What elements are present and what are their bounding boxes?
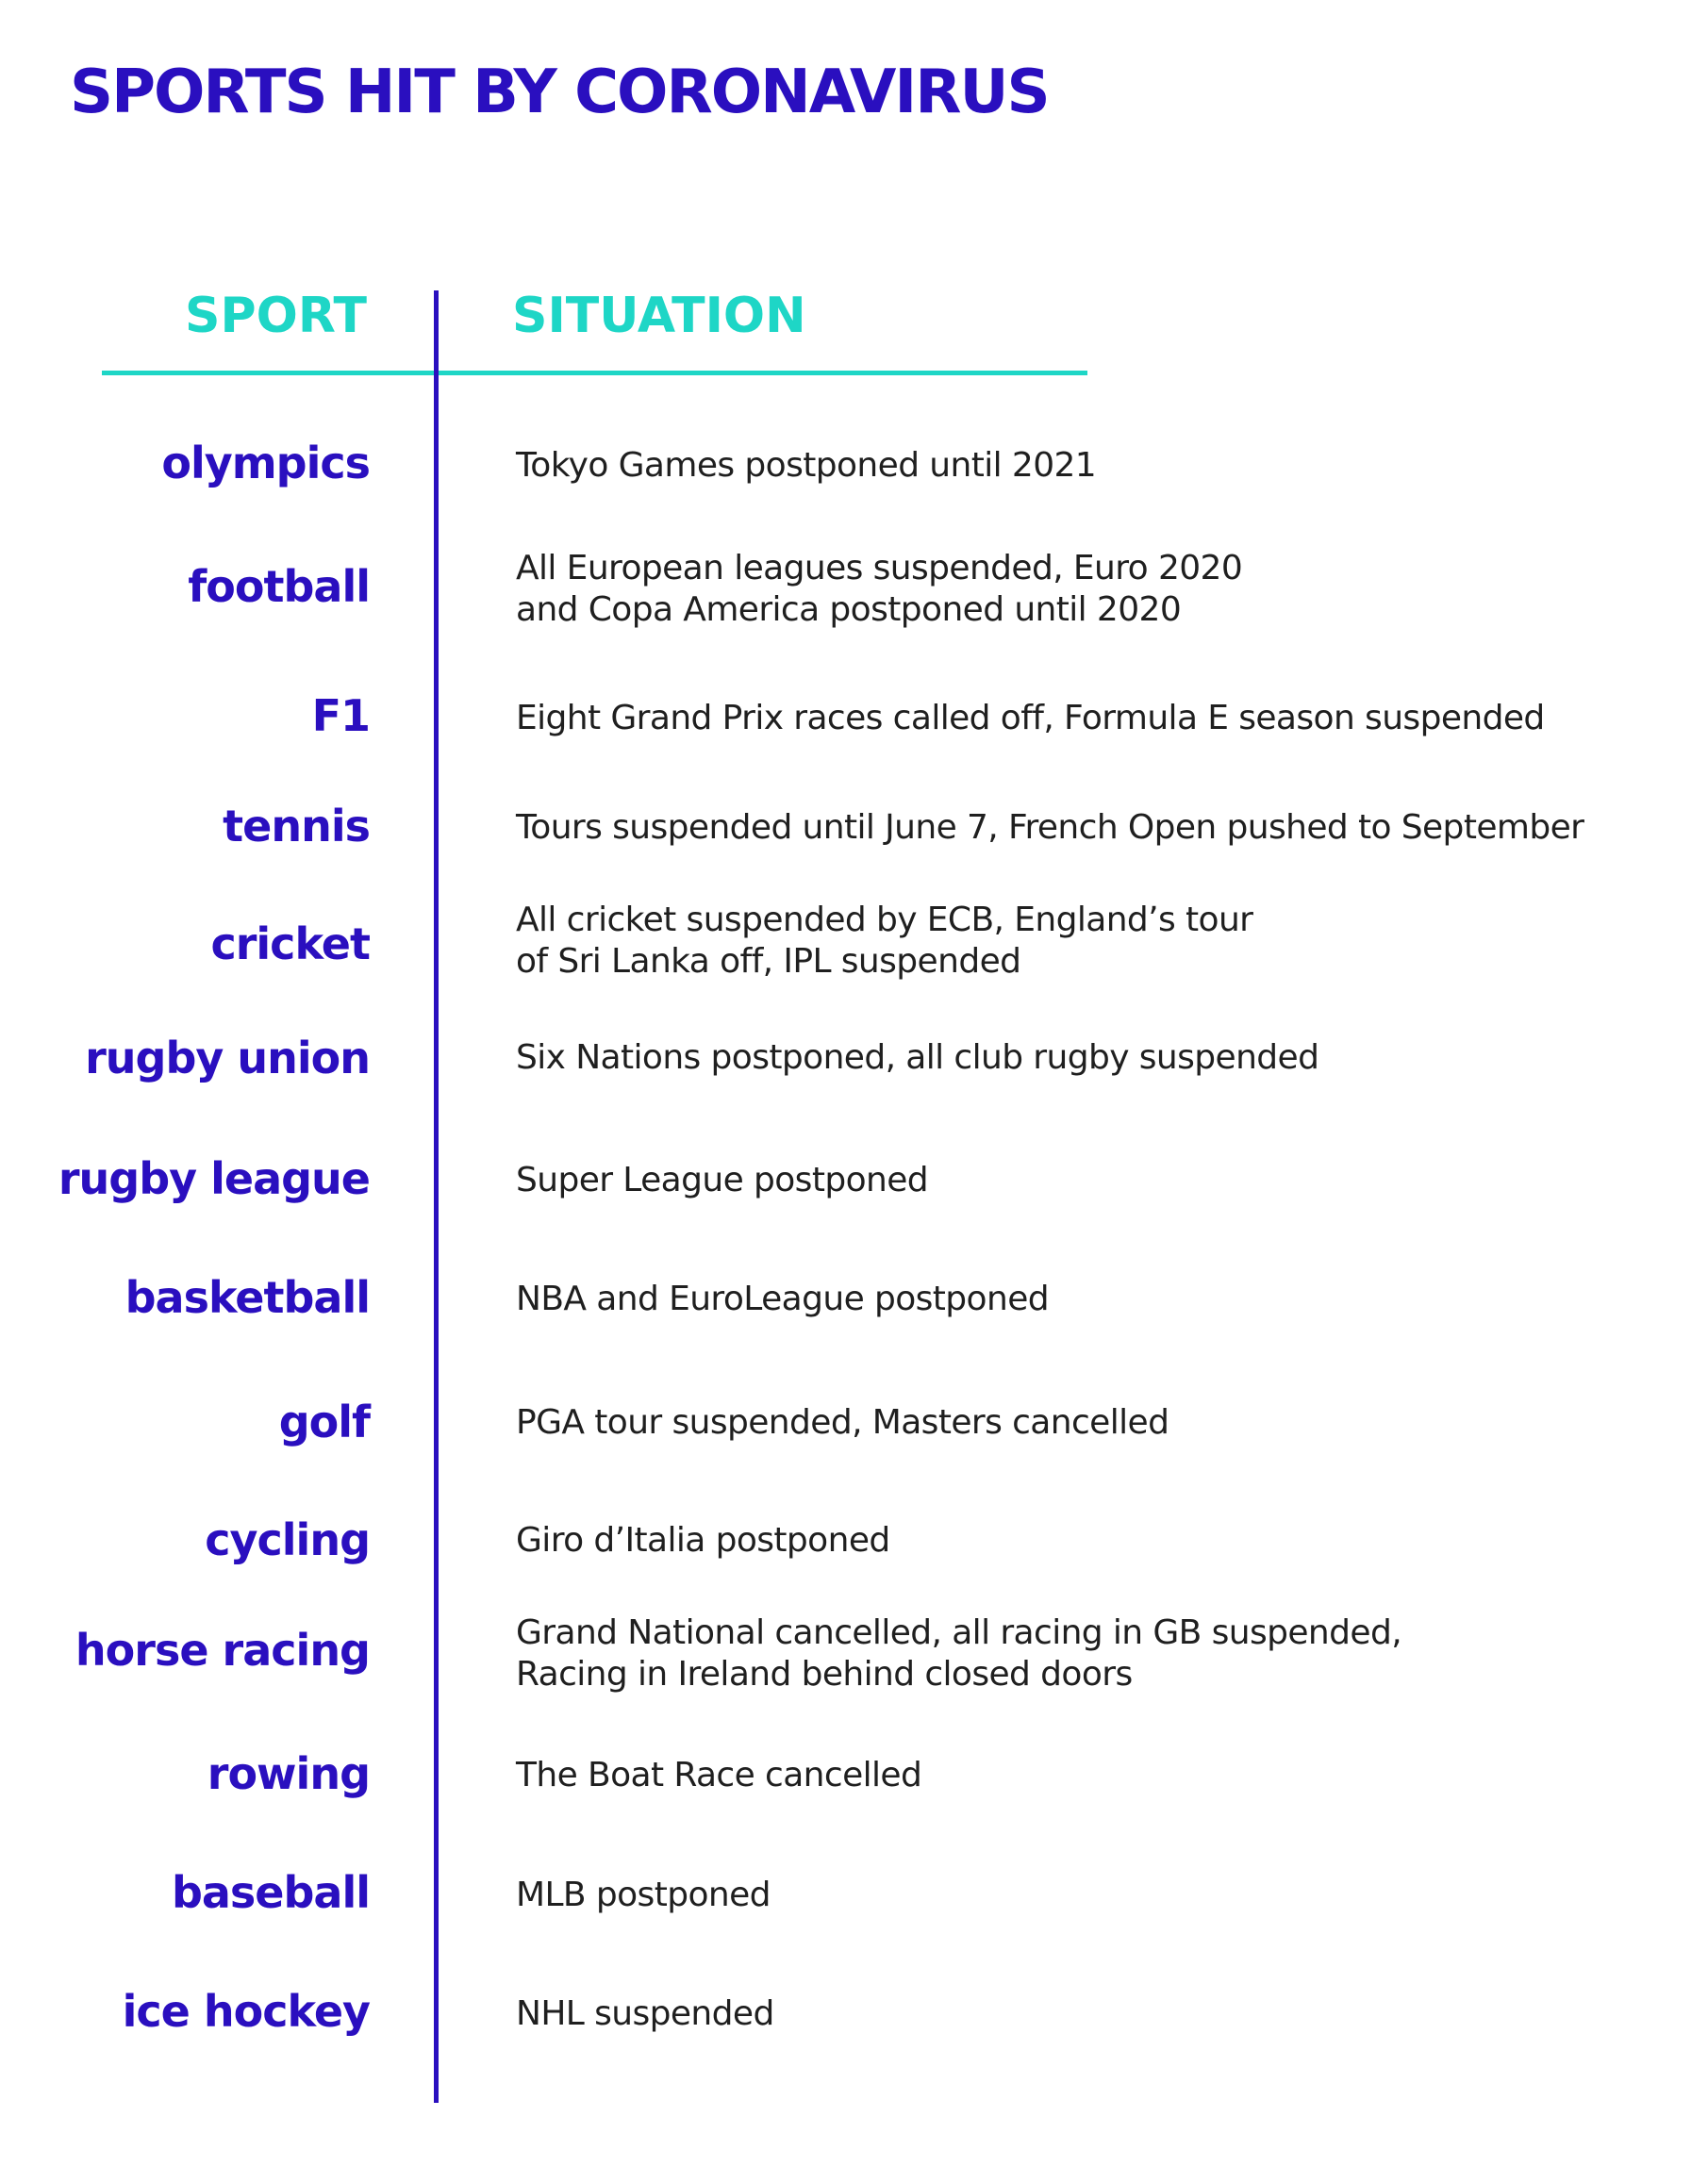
header-divider <box>102 371 1087 375</box>
situation-text: The Boat Race cancelled <box>516 1756 922 1794</box>
sport-name: basketball <box>124 1272 370 1323</box>
sport-name: rowing <box>207 1748 370 1799</box>
situation-text: NHL suspended <box>516 1994 774 2033</box>
column-divider <box>434 290 439 2103</box>
sport-name: ice hockey <box>122 1986 370 2037</box>
situation-text: Six Nations postponed, all club rugby suspended <box>516 1038 1319 1077</box>
situation-text: PGA tour suspended, Masters cancelled <box>516 1403 1169 1442</box>
situation-text: All European leagues suspended, Euro 2020 and Copa America postponed until 2020 <box>516 549 1243 629</box>
situation-text: MLB postponed <box>516 1876 771 1914</box>
sport-name: golf <box>278 1397 370 1447</box>
sport-name: rugby league <box>58 1153 370 1204</box>
sport-name: olympics <box>161 438 370 488</box>
situation-text: Grand National cancelled, all racing in GB suspended, Racing in Ireland behind closed doors <box>516 1613 1402 1694</box>
sport-name: baseball <box>171 1867 370 1918</box>
column-header-situation: SITUATION <box>512 288 806 344</box>
sport-name: cricket <box>210 918 370 969</box>
column-header-sport: SPORT <box>185 288 367 344</box>
sport-name: F1 <box>311 690 370 741</box>
sport-name: football <box>188 561 370 612</box>
sport-name: rugby union <box>85 1033 370 1083</box>
situation-text: Tokyo Games postponed until 2021 <box>516 446 1097 485</box>
situation-text: Super League postponed <box>516 1161 929 1199</box>
situation-text: Eight Grand Prix races called off, Formula E season suspended <box>516 699 1545 737</box>
sport-name: horse racing <box>75 1625 370 1676</box>
situation-text: NBA and EuroLeague postponed <box>516 1280 1050 1318</box>
page-title: SPORTS HIT BY CORONAVIRUS <box>70 58 1049 127</box>
situation-text: Tours suspended until June 7, French Open pushed to September <box>516 808 1584 847</box>
sport-name: tennis <box>223 801 370 852</box>
sport-name: cycling <box>205 1514 370 1565</box>
situation-text: All cricket suspended by ECB, England’s tour of Sri Lanka off, IPL suspended <box>516 901 1253 981</box>
situation-text: Giro d’Italia postponed <box>516 1521 890 1560</box>
